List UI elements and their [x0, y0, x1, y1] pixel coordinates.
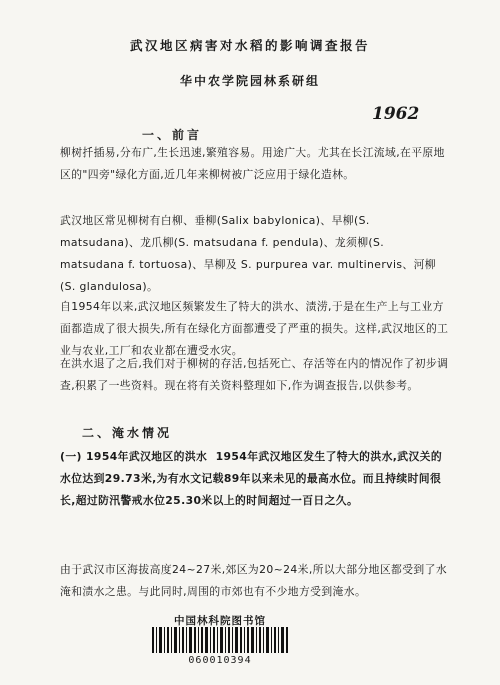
- library-stamp: 中国林科院图书馆: [174, 615, 266, 627]
- paragraph-1: 柳树扦插易,分布广,生长迅速,繁殖容易。用途广大。尤其在长江流域,在平原地区的"四旁"绿化方面,近几年来柳树被广泛应用于绿化造林。: [60, 146, 445, 181]
- paragraph-6: 由于武汉市区海拔高度24~27米,郊区为20~24米,所以大部分地区都受到了水淹和渍水之患。与此同时,周围的市郊也有不少地方受到淹水。: [60, 563, 448, 598]
- section-heading-intro: 一、前言: [142, 128, 203, 142]
- section-heading-flood: 二、淹水情况: [82, 426, 173, 440]
- document-title: 武汉地区病害对水稻的影响调查报告: [129, 38, 370, 53]
- paragraph-5: (一) 1954年武汉地区的洪水 1954年武汉地区发生了特大的洪水,武汉关的水位达到29.73米,为有水文记载89年以来未见的最高水位。而且持续时间很长,超过防汛警戒水位25.30米以上的时间超过一百日之久。: [60, 450, 443, 507]
- paragraph-4: 在洪水退了之后,我们对于柳树的存活,包括死亡、存活等在内的情况作了初步调查,积累了一些资料。现在将有关资料整理如下,作为调查报告,以供参考。: [60, 357, 449, 392]
- institution-name: 华中农学院园林系研组: [179, 74, 320, 88]
- paragraph-2: 武汉地区常见柳树有白柳、垂柳(Salix babylonica)、早柳(S. matsudana)、龙爪柳(S. matsudana f. pendula)、龙须柳(S. matsudana f. tortuosa)、旱柳及 S. purpurea var. multinervis、河柳(S. glandulosa)。: [60, 214, 436, 293]
- handwritten-year: 1962: [372, 104, 420, 124]
- barcode-number: 060010394: [188, 655, 252, 666]
- barcode-icon: [150, 627, 290, 653]
- paragraph-3: 自1954年以来,武汉地区频繁发生了特大的洪水、渍涝,于是在生产上与工业方面都造成了很大损失,所有在绿化方面都遭受了严重的损失。这样,武汉地区的工业与农业,工厂和农业都在遭受水灾。: [60, 300, 449, 357]
